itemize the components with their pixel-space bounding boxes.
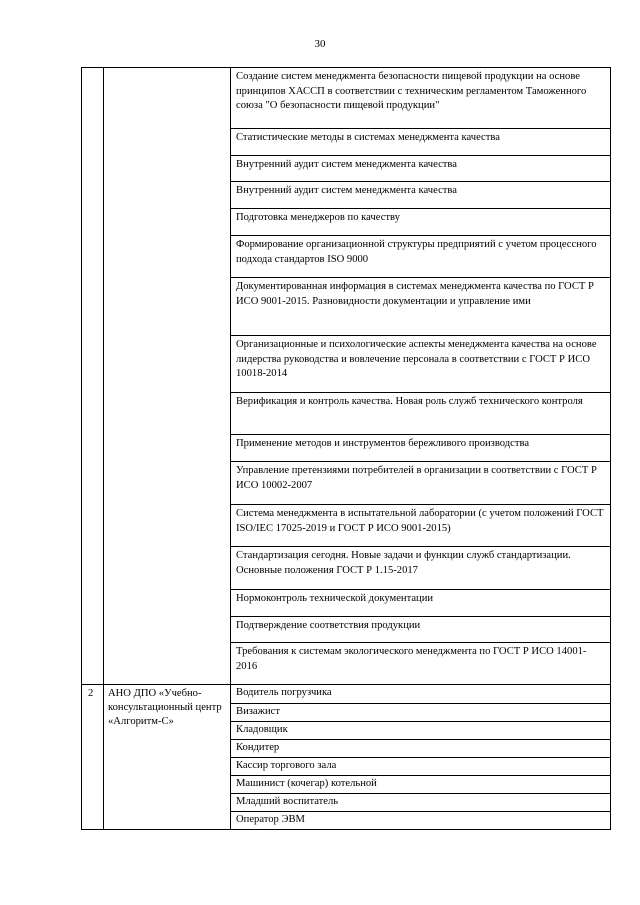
program-item: Подтверждение соответствия продукции [231, 616, 610, 642]
row-number [82, 68, 103, 70]
row-number-cell [82, 68, 104, 685]
program-item: Стандартизация сегодня. Новые задачи и функции служб стандартизации. Основные положения ГОСТ Р 1.15-2017 [231, 546, 610, 589]
row-number-cell [82, 685, 104, 830]
program-item: Водитель погрузчика [236, 687, 332, 698]
page-number: 30 [314, 38, 326, 50]
organization-cell [104, 68, 231, 685]
program-item: Младший воспитатель [231, 793, 610, 811]
table-row [82, 68, 611, 685]
organization-name [104, 68, 230, 70]
program-item: Кассир торгового зала [231, 757, 610, 775]
program-item: Нормоконтроль технической документации [231, 589, 610, 616]
program-item: Управление претензиями потребителей в организации в соответствии с ГОСТ Р ИСО 10002-2007 [231, 461, 610, 504]
organization-cell [104, 685, 231, 830]
program-item: Внутренний аудит систем менеджмента качества [231, 181, 610, 208]
programs-cell [231, 685, 611, 830]
program-item: Применение методов и инструментов бережливого производства [231, 434, 610, 461]
program-item: Верификация и контроль качества. Новая роль служб технического контроля [231, 392, 610, 434]
program-item: Оператор ЭВМ [231, 811, 610, 829]
programs-table [81, 67, 611, 830]
program-item: Кондитер [231, 739, 610, 757]
program-item: Документированная информация в системах менеджмента качества по ГОСТ Р ИСО 9001-2015. Разновидности документации и управление ими [231, 277, 610, 335]
program-item: Внутренний аудит систем менеджмента качества [231, 155, 610, 181]
program-item: Формирование организационной структуры предприятий с учетом процессного подхода стандартов ISO 9000 [231, 235, 610, 277]
row-number: 2 [88, 688, 94, 699]
program-item: Требования к системам экологического менеджмента по ГОСТ Р ИСО 14001-2016 [231, 642, 610, 684]
program-item: Организационные и психологические аспекты менеджмента качества на основе лидерства руководства и вовлечение персонала в соответствии с ГОСТ Р ИСО 10018-2014 [231, 335, 610, 392]
program-item: Кладовщик [231, 721, 610, 739]
program-item: Подготовка менеджеров по качеству [231, 208, 610, 235]
organization-name: АНО ДПО «Учебно-консультационный центр «Алгоритм-С» [108, 688, 222, 727]
programs-cell [231, 68, 611, 685]
program-item: Визажист [231, 703, 610, 721]
program-item: Статистические методы в системах менеджмента качества [231, 128, 610, 155]
program-item: Создание систем менеджмента безопасности пищевой продукции на основе принципов ХАССП в соответствии с техническим регламентом Таможенного союза "О безопасности пищевой продукции" [236, 71, 587, 111]
program-item: Система менеджмента в испытательной лаборатории (с учетом положений ГОСТ ISO/IEC 17025-2019 и ГОСТ Р ИСО 9001-2015) [231, 504, 610, 546]
program-item: Машинист (кочегар) котельной [231, 775, 610, 793]
table-row [82, 685, 611, 830]
